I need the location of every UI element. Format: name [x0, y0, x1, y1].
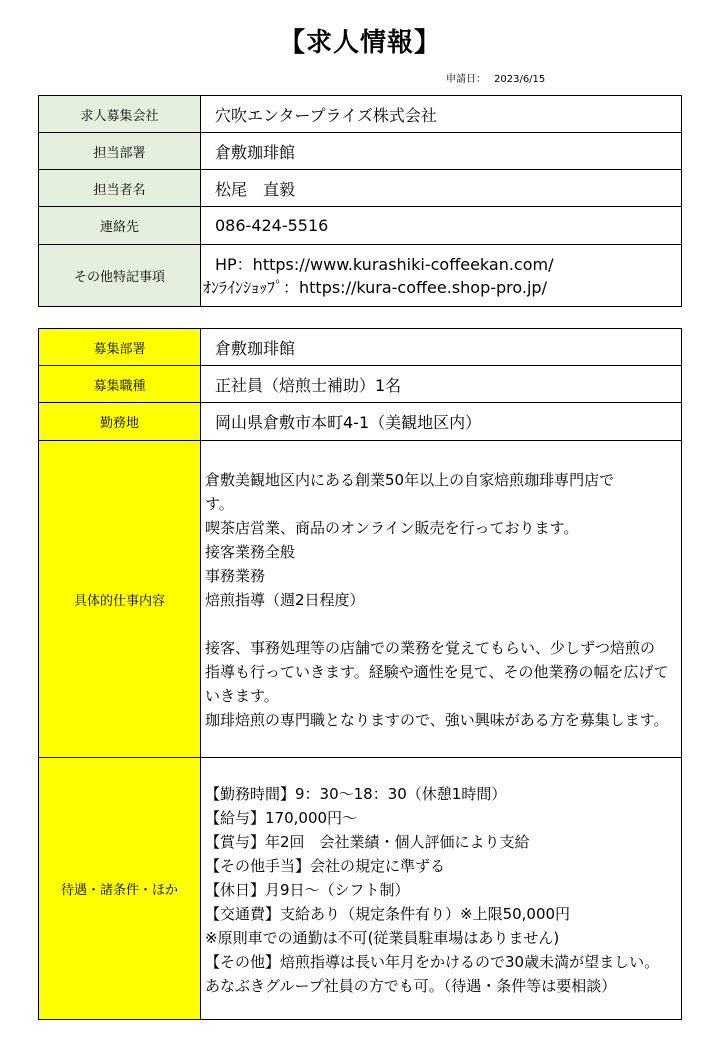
notes-label: その他特記事項	[39, 245, 201, 307]
conditions-line: あなぶきグループ社員の方でも可。（待遇・条件等は要相談）	[205, 976, 617, 995]
conditions-line: 【その他手当】会社の規定に準ずる	[205, 856, 446, 875]
duties-line: 焙煎指導（週2日程度）	[205, 591, 365, 609]
duties-content	[201, 441, 682, 758]
conditions-line: 【賞与】年2回 会社業績・個人評価により支給	[205, 832, 530, 851]
duties-line: 事務業務	[205, 567, 266, 585]
company-value: 穴吹エンタープライズ株式会社	[201, 96, 682, 133]
application-date	[446, 70, 553, 85]
company-info-table	[38, 95, 682, 307]
table-row	[39, 366, 682, 403]
online-shop-url: ｵﾝﾗｲﾝｼｮｯﾌﾟ：https://kura-coffee.shop-pro.jp/	[203, 277, 547, 297]
duties-label: 具体的仕事内容	[39, 441, 201, 758]
duties-line: いきます。	[205, 687, 279, 705]
contact-person-label: 担当者名	[39, 170, 201, 207]
phone-label: 連絡先	[39, 207, 201, 245]
company-label: 求人募集会社	[39, 96, 201, 133]
duties-line: 接客業務全般	[205, 543, 296, 561]
table-row	[39, 170, 682, 207]
contact-person-value: 松尾 直毅	[201, 170, 682, 207]
conditions-line: 【休日】月9日～（シフト制）	[205, 880, 410, 899]
location-value: 岡山県倉敷市本町4-1（美観地区内）	[201, 403, 682, 441]
duties-line: 珈琲焙煎の専門職となりますので、強い興味がある方を募集します。	[205, 711, 669, 729]
table-row	[39, 403, 682, 441]
job-info-table	[38, 328, 682, 1020]
dept-value: 倉敷珈琲館	[201, 329, 682, 366]
location-label: 勤務地	[39, 403, 201, 441]
table-row	[39, 245, 682, 307]
duties-line: す。	[205, 495, 234, 513]
conditions-content	[201, 758, 682, 1020]
conditions-line: 【交通費】支給あり（規定条件有り）※上限50,000円	[205, 904, 571, 923]
application-date-value: 2023/6/15	[494, 74, 546, 85]
duties-line: 接客、事務処理等の店舗での業務を覚えてもらい、少しずつ焙煎の	[205, 639, 656, 657]
application-date-label: 申請日：	[446, 74, 486, 85]
department-label: 担当部署	[39, 133, 201, 170]
page-title: 【求人情報】	[278, 28, 441, 58]
position-label: 募集職種	[39, 366, 201, 403]
dept-label: 募集部署	[39, 329, 201, 366]
conditions-line: 【給与】170,000円～	[205, 808, 358, 827]
duties-line: 倉敷美観地区内にある創業50年以上の自家焙煎珈琲専門店で	[205, 471, 615, 489]
position-value: 正社員（焙煎士補助）1名	[201, 366, 682, 403]
notes-value	[201, 245, 682, 307]
department-value: 倉敷珈琲館	[201, 133, 682, 170]
conditions-line: 【勤務時間】9：30～18：30（休憩1時間）	[205, 784, 507, 803]
duties-line: 喫茶店営業、商品のオンライン販売を行っております。	[205, 519, 579, 537]
table-row	[39, 96, 682, 133]
homepage-url: HP：https://www.kurashiki-coffeekan.com/	[215, 254, 554, 274]
table-row	[39, 329, 682, 366]
conditions-line: ※原則車での通勤は不可(従業員駐車場はありません)	[205, 928, 560, 947]
conditions-line: 【その他】焙煎指導は長い年月をかけるので30歳未満が望ましい。	[205, 952, 660, 971]
table-row	[39, 441, 682, 758]
conditions-label: 待遇・諸条件・ほか	[39, 758, 201, 1020]
table-row	[39, 207, 682, 245]
table-row	[39, 133, 682, 170]
duties-line: 指導も行っていきます。経験や適性を見て、その他業務の幅を広げて	[205, 663, 669, 681]
phone-value: 086-424-5516	[201, 207, 682, 245]
table-row	[39, 758, 682, 1020]
duties-line	[205, 612, 681, 636]
